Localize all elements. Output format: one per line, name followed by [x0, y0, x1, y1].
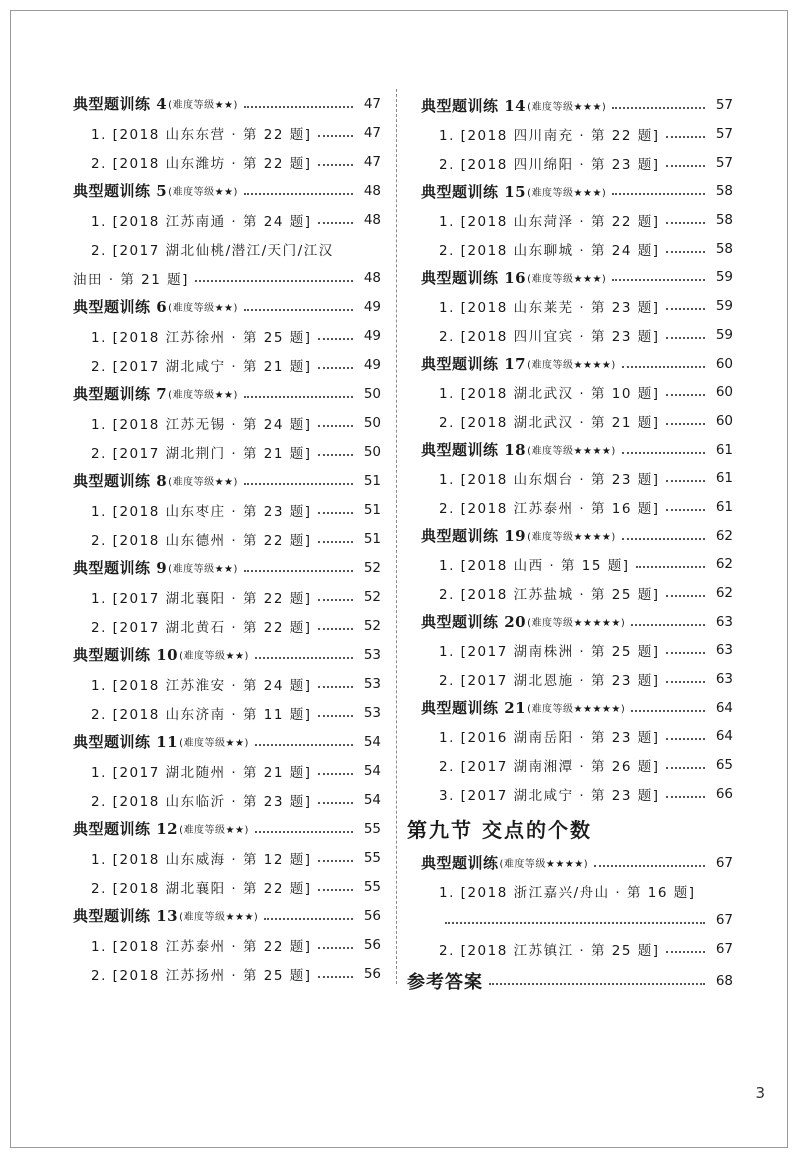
toc-group-entry[interactable] [421, 91, 733, 120]
toc-page-number: 60 [715, 384, 733, 401]
toc-item-entry[interactable] [421, 206, 733, 235]
toc-group-entry[interactable] [73, 176, 381, 205]
toc-entry-title: 2. [2018 江苏盐城 · 第 25 题] [439, 587, 660, 604]
dot-leader [244, 483, 353, 485]
toc-item-entry[interactable] [421, 378, 733, 407]
toc-item-entry[interactable] [73, 669, 381, 698]
dot-leader [622, 366, 705, 368]
toc-page-number: 47 [363, 95, 381, 112]
dot-leader [318, 773, 354, 775]
toc-page-number: 61 [715, 441, 733, 458]
toc-item-entry[interactable] [73, 321, 381, 350]
difficulty-stars: (难度等级★★★★★) [527, 618, 626, 630]
toc-page-number: 49 [363, 298, 381, 315]
difficulty-stars: (难度等级★★★★★) [527, 704, 626, 716]
toc-group-entry[interactable] [73, 814, 381, 843]
dot-leader [244, 396, 353, 398]
toc-page-number: 51 [363, 501, 381, 518]
toc-page [10, 10, 788, 1148]
toc-page-number: 51 [363, 472, 381, 489]
toc-group-entry[interactable] [73, 89, 381, 118]
toc-item-entry[interactable] [421, 148, 733, 177]
dot-leader [666, 251, 706, 253]
toc-page-number: 66 [715, 785, 733, 802]
toc-entry-title: 2. [2018 湖北襄阳 · 第 22 题] [91, 880, 312, 897]
dot-leader [666, 767, 706, 769]
toc-page-number: 62 [715, 527, 733, 544]
toc-entry-title: 典型题训练 15 [421, 182, 527, 201]
toc-item-entry[interactable] [73, 147, 381, 176]
toc-entry-title: 1. [2018 山东枣庄 · 第 23 题] [91, 503, 312, 520]
toc-group-entry[interactable] [421, 177, 733, 206]
toc-entry-title: 1. [2018 山东东营 · 第 22 题] [91, 126, 312, 143]
toc-entry-title: 典型题训练 [421, 854, 499, 873]
toc-entry-title: 2. [2018 山东临沂 · 第 23 题] [91, 793, 312, 810]
dot-leader [666, 394, 706, 396]
dot-leader [666, 951, 706, 953]
toc-entry-title: 2. [2018 江苏泰州 · 第 16 题] [439, 500, 660, 517]
toc-page-number: 48 [363, 269, 381, 286]
toc-entry-title: 1. [2017 湖北随州 · 第 21 题] [91, 764, 312, 781]
toc-page-number: 57 [715, 154, 733, 171]
dot-leader [318, 512, 354, 514]
dot-leader [445, 922, 705, 924]
difficulty-stars: (难度等级★★★★) [527, 446, 616, 458]
toc-group-entry[interactable] [73, 640, 381, 669]
toc-entry-title: 1. [2018 江苏淮安 · 第 24 题] [91, 677, 312, 694]
difficulty-stars: (难度等级★★) [168, 187, 238, 198]
toc-entry-title: 1. [2018 山西 · 第 15 题] [439, 558, 630, 575]
toc-item-entry[interactable] [421, 636, 733, 665]
difficulty-stars: (难度等级★★) [179, 651, 249, 662]
toc-entry-title: 1. [2017 湖北襄阳 · 第 22 题] [91, 590, 312, 607]
dot-leader [255, 744, 353, 746]
toc-page-number: 65 [715, 757, 733, 774]
difficulty-stars: (难度等级★★★) [179, 912, 259, 923]
dot-leader [666, 652, 706, 654]
toc-group-entry[interactable] [421, 263, 733, 292]
toc-entry-title: 典型题训练 21 [421, 699, 527, 718]
dot-leader [318, 164, 354, 166]
toc-page-number: 55 [363, 849, 381, 866]
dot-leader [631, 624, 705, 626]
toc-page-number: 67 [715, 911, 733, 928]
toc-entry-title: 典型题训练 16 [421, 268, 527, 287]
toc-item-entry[interactable] [73, 843, 381, 872]
toc-entry-title: 2. [2018 江苏扬州 · 第 25 题] [91, 967, 312, 984]
toc-page-number: 68 [715, 972, 733, 989]
dot-leader [631, 710, 705, 712]
dot-leader [666, 136, 706, 138]
toc-group-entry[interactable] [73, 553, 381, 582]
toc-group-entry[interactable] [421, 435, 733, 464]
toc-entry-title: 典型题训练 17 [421, 355, 527, 374]
toc-entry-title: 2. [2017 湖北仙桃/潜江/天门/江汉 [91, 242, 334, 259]
dot-leader [622, 452, 705, 454]
toc-entry-title: 1. [2018 山东威海 · 第 12 题] [91, 851, 312, 868]
toc-group-entry[interactable] [421, 521, 733, 550]
toc-item-entry[interactable] [73, 930, 381, 959]
dot-leader [666, 308, 706, 310]
dot-leader [594, 865, 705, 867]
dot-leader [264, 918, 353, 920]
toc-page-number: 56 [363, 965, 381, 982]
column-divider [396, 89, 397, 984]
toc-item-entry[interactable] [421, 407, 733, 436]
toc-entry-title: 1. [2018 四川南充 · 第 22 题] [439, 128, 660, 145]
toc-page-number: 67 [715, 940, 733, 957]
difficulty-stars: (难度等级★★★) [527, 101, 607, 113]
toc-group-entry[interactable] [73, 292, 381, 321]
toc-item-entry[interactable] [73, 698, 381, 727]
toc-entry-title: 2. [2018 四川绵阳 · 第 23 题] [439, 156, 660, 173]
toc-page-number: 62 [715, 585, 733, 602]
toc-page-number: 49 [363, 356, 381, 373]
toc-entry-title: 典型题训练 11 [73, 733, 179, 751]
toc-entry-title: 典型题训练 10 [73, 646, 179, 664]
toc-entry-title: 2. [2017 湖北黄石 · 第 22 题] [91, 619, 312, 636]
dot-leader [318, 889, 354, 891]
toc-page-number: 48 [363, 182, 381, 199]
dot-leader [666, 509, 706, 511]
toc-item-entry[interactable] [421, 493, 733, 522]
toc-entry-title: 1. [2018 山东菏泽 · 第 22 题] [439, 214, 660, 231]
toc-item-entry[interactable] [73, 756, 381, 785]
difficulty-stars: (难度等级★★) [179, 738, 249, 749]
difficulty-stars: (难度等级★★) [168, 564, 238, 575]
toc-entry-title: 典型题训练 20 [421, 613, 527, 632]
toc-item-entry[interactable] [73, 582, 381, 611]
toc-group-entry[interactable] [421, 848, 733, 877]
toc-item-entry[interactable] [73, 437, 381, 466]
toc-entry-title: 2. [2018 山东潍坊 · 第 22 题] [91, 155, 312, 172]
dot-leader [318, 686, 354, 688]
toc-page-number: 60 [715, 412, 733, 429]
dot-leader [318, 454, 354, 456]
toc-page-number: 55 [363, 878, 381, 895]
toc-item-entry[interactable] [73, 524, 381, 553]
toc-item-entry[interactable] [421, 722, 733, 751]
toc-entry-title: 典型题训练 5 [73, 182, 168, 200]
dot-leader [318, 541, 354, 543]
toc-item-entry[interactable] [73, 118, 381, 147]
toc-entry-title: 1. [2017 湖南株洲 · 第 25 题] [439, 644, 660, 661]
difficulty-stars: (难度等级★★★) [527, 187, 607, 199]
difficulty-stars: (难度等级★★★★) [527, 532, 616, 544]
dot-leader [244, 193, 353, 195]
toc-item-entry[interactable] [421, 665, 733, 694]
difficulty-stars: (难度等级★★★★) [499, 859, 589, 871]
toc-page-number: 49 [363, 327, 381, 344]
dot-leader [666, 681, 706, 683]
toc-page-number: 48 [363, 211, 381, 228]
toc-item-entry[interactable] [421, 780, 733, 809]
toc-page-number: 64 [715, 699, 733, 716]
toc-item-entry[interactable] [73, 959, 381, 988]
toc-item-entry[interactable] [73, 611, 381, 640]
toc-item-entry[interactable] [73, 495, 381, 524]
dot-leader [489, 983, 705, 985]
toc-page-number: 59 [715, 298, 733, 315]
toc-entry-title: 典型题训练 19 [421, 527, 527, 546]
toc-item-entry[interactable] [421, 934, 733, 963]
toc-item-entry[interactable] [421, 120, 733, 149]
toc-item-entry[interactable] [73, 408, 381, 437]
toc-page-number: 52 [363, 617, 381, 634]
dot-leader [195, 280, 353, 282]
toc-page-number: 63 [715, 671, 733, 688]
dot-leader [612, 193, 705, 195]
toc-entry-title: 典型题训练 7 [73, 385, 168, 403]
dot-leader [666, 738, 706, 740]
dot-leader [666, 222, 706, 224]
dot-leader [622, 538, 705, 540]
difficulty-stars: (难度等级★★★) [527, 273, 607, 285]
toc-item-entry[interactable] [421, 579, 733, 608]
toc-page-number: 63 [715, 642, 733, 659]
toc-page-number: 53 [363, 646, 381, 663]
toc-entry-title: 典型题训练 6 [73, 298, 168, 316]
toc-page-number: 51 [363, 530, 381, 547]
toc-entry-title: 2. [2018 江苏镇江 · 第 25 题] [439, 942, 660, 959]
toc-group-entry[interactable] [73, 379, 381, 408]
toc-entry-title: 1. [2018 山东烟台 · 第 23 题] [439, 472, 660, 489]
dot-leader [318, 367, 354, 369]
toc-item-entry[interactable] [73, 350, 381, 379]
dot-leader [318, 222, 354, 224]
page-number: 3 [755, 1084, 765, 1102]
toc-entry-title: 2. [2018 四川宜宾 · 第 23 题] [439, 328, 660, 345]
toc-entry-title: 2. [2017 湖北咸宁 · 第 21 题] [91, 358, 312, 375]
dot-leader [318, 976, 354, 978]
toc-group-entry[interactable] [73, 727, 381, 756]
dot-leader [666, 796, 706, 798]
toc-entry-title: 典型题训练 8 [73, 472, 168, 490]
toc-group-entry[interactable] [73, 466, 381, 495]
toc-group-entry[interactable] [421, 607, 733, 636]
toc-item-entry[interactable] [421, 234, 733, 263]
toc-entry-title: 2. [2018 山东聊城 · 第 24 题] [439, 242, 660, 259]
toc-entry-title: 典型题训练 14 [421, 96, 527, 115]
toc-left-column [73, 89, 381, 988]
dot-leader [666, 423, 706, 425]
toc-page-number: 67 [715, 854, 733, 871]
toc-page-number: 60 [715, 355, 733, 372]
dot-leader [666, 337, 706, 339]
dot-leader [244, 106, 353, 108]
toc-group-entry[interactable] [421, 349, 733, 378]
difficulty-stars: (难度等级★★) [168, 477, 238, 488]
toc-entry-title: 典型题训练 9 [73, 559, 168, 577]
toc-page-number: 50 [363, 443, 381, 460]
toc-page-number: 56 [363, 907, 381, 924]
toc-page-number: 57 [715, 126, 733, 143]
toc-item-entry[interactable] [421, 464, 733, 493]
dot-leader [244, 570, 353, 572]
toc-item-continuation[interactable] [73, 263, 381, 292]
dot-leader [318, 947, 354, 949]
dot-leader [318, 802, 354, 804]
toc-page-number: 56 [363, 936, 381, 953]
toc-group-entry[interactable] [421, 693, 733, 722]
toc-entry-title: 典型题训练 18 [421, 441, 527, 460]
toc-entry-title: 1. [2018 湖北武汉 · 第 10 题] [439, 386, 660, 403]
toc-entry-title: 1. [2016 湖南岳阳 · 第 23 题] [439, 730, 660, 747]
toc-entry-title: 1. [2018 江苏泰州 · 第 22 题] [91, 938, 312, 955]
toc-entry-title: 3. [2017 湖北咸宁 · 第 23 题] [439, 787, 660, 804]
dot-leader [318, 715, 354, 717]
toc-page-number: 50 [363, 385, 381, 402]
toc-entry-title: 1. [2018 山东莱芜 · 第 23 题] [439, 300, 660, 317]
toc-page-number: 55 [363, 820, 381, 837]
toc-entry-title: 1. [2018 江苏无锡 · 第 24 题] [91, 416, 312, 433]
toc-page-number: 53 [363, 704, 381, 721]
dot-leader [318, 135, 354, 137]
toc-item-continuation[interactable] [421, 906, 733, 935]
toc-entry-title: 典型题训练 4 [73, 95, 168, 113]
toc-item-entry[interactable] [421, 751, 733, 780]
toc-page-number: 59 [715, 269, 733, 286]
toc-page-number: 63 [715, 613, 733, 630]
dot-leader [636, 566, 706, 568]
difficulty-stars: (难度等级★★) [168, 303, 238, 314]
toc-entry-title: 2. [2017 湖北恩施 · 第 23 题] [439, 673, 660, 690]
toc-item-entry[interactable] [73, 234, 381, 263]
toc-page-number: 58 [715, 240, 733, 257]
dot-leader [255, 657, 353, 659]
toc-page-number: 61 [715, 498, 733, 515]
dot-leader [318, 860, 354, 862]
toc-page-number: 53 [363, 675, 381, 692]
toc-page-number: 58 [715, 183, 733, 200]
difficulty-stars: (难度等级★★★★) [527, 360, 616, 372]
dot-leader [612, 107, 705, 109]
toc-item-entry[interactable] [421, 550, 733, 579]
toc-page-number: 61 [715, 470, 733, 487]
toc-page-number: 50 [363, 414, 381, 431]
dot-leader [666, 165, 706, 167]
toc-page-number: 54 [363, 762, 381, 779]
difficulty-stars: (难度等级★★) [168, 390, 238, 401]
toc-page-number: 59 [715, 326, 733, 343]
dot-leader [666, 480, 706, 482]
dot-leader [318, 599, 354, 601]
dot-leader [666, 595, 706, 597]
toc-item-entry[interactable] [421, 292, 733, 321]
toc-entry-title: 2. [2017 湖北荆门 · 第 21 题] [91, 445, 312, 462]
toc-item-entry[interactable] [421, 877, 733, 906]
toc-entry-title: 2. [2018 山东济南 · 第 11 题] [91, 706, 312, 723]
toc-right-column [407, 91, 733, 999]
toc-page-number: 54 [363, 733, 381, 750]
toc-item-entry[interactable] [73, 872, 381, 901]
toc-entry-title: 油田 · 第 21 题] [73, 271, 189, 288]
toc-entry-title: 参考答案 [407, 971, 483, 993]
dot-leader [244, 309, 353, 311]
toc-group-entry[interactable] [73, 901, 381, 930]
toc-entry-title: 1. [2018 浙江嘉兴/舟山 · 第 16 题] [439, 885, 696, 902]
dot-leader [612, 279, 705, 281]
toc-item-entry[interactable] [73, 785, 381, 814]
toc-entry-title: 2. [2017 湖南湘潭 · 第 26 题] [439, 759, 660, 776]
toc-section-heading[interactable]: 第九节 交点的个数 [407, 817, 592, 842]
toc-page-number: 58 [715, 212, 733, 229]
toc-answers-entry[interactable] [407, 963, 733, 999]
toc-page-number: 54 [363, 791, 381, 808]
toc-item-entry[interactable] [73, 205, 381, 234]
toc-page-number: 62 [715, 556, 733, 573]
toc-entry-title: 典型题训练 13 [73, 907, 179, 925]
dot-leader [318, 338, 354, 340]
toc-page-number: 57 [715, 97, 733, 114]
toc-page-number: 47 [363, 124, 381, 141]
toc-page-number: 47 [363, 153, 381, 170]
toc-page-number: 52 [363, 559, 381, 576]
dot-leader [318, 425, 354, 427]
toc-page-number: 64 [715, 728, 733, 745]
difficulty-stars: (难度等级★★) [179, 825, 249, 836]
difficulty-stars: (难度等级★★) [168, 100, 238, 111]
toc-item-entry[interactable] [421, 321, 733, 350]
toc-entry-title: 1. [2018 江苏徐州 · 第 25 题] [91, 329, 312, 346]
toc-page-number: 52 [363, 588, 381, 605]
toc-entry-title: 1. [2018 江苏南通 · 第 24 题] [91, 213, 312, 230]
toc-entry-title: 2. [2018 山东德州 · 第 22 题] [91, 532, 312, 549]
toc-entry-title: 典型题训练 12 [73, 820, 179, 838]
toc-entry-title: 2. [2018 湖北武汉 · 第 21 题] [439, 414, 660, 431]
dot-leader [318, 628, 354, 630]
dot-leader [255, 831, 353, 833]
